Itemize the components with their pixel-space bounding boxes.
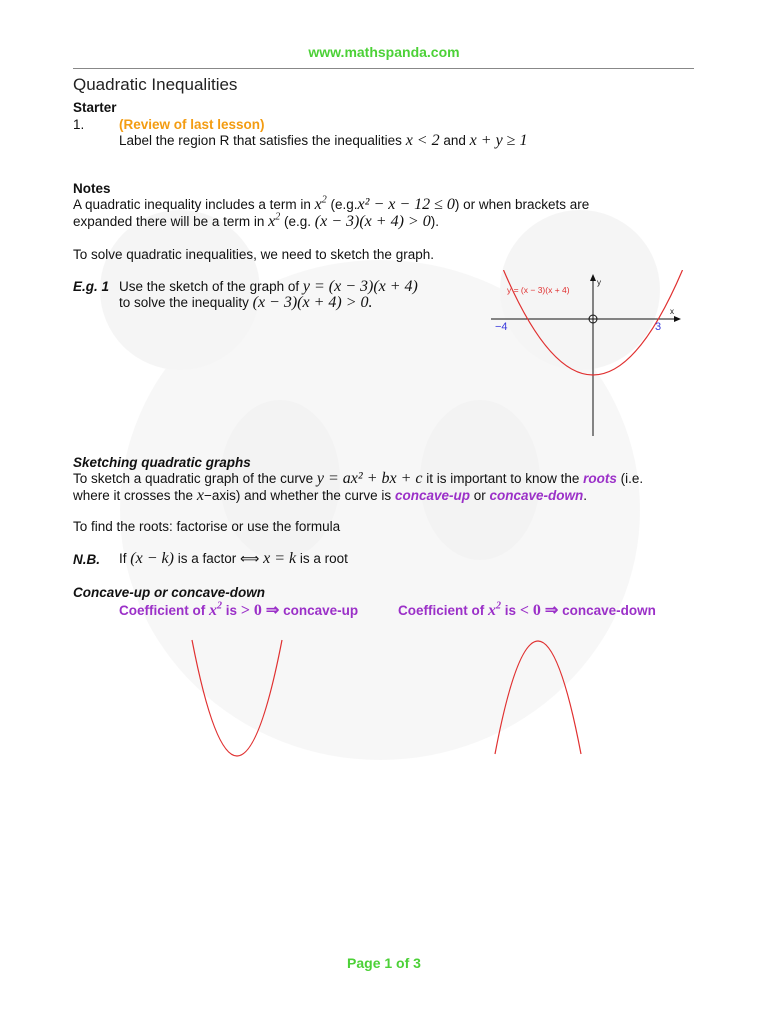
sketching-or: or: [473, 488, 486, 503]
sketching-l2-text: where it crosses the: [73, 488, 194, 503]
concave-down-rule: [398, 600, 656, 620]
x-squared: $x^2$: [268, 211, 281, 230]
concave-up-sketch: [186, 636, 288, 762]
roots-term: roots: [583, 471, 617, 486]
notes-l1-tail: ) or when brackets are: [454, 197, 590, 212]
down-result: concave-down: [562, 603, 656, 618]
sketching-l2-x: x: [196, 487, 204, 504]
sketching-l1-math: y = ax² + bx + c: [316, 470, 423, 487]
nb-if: If: [119, 551, 127, 566]
concave-down-curve: [495, 641, 581, 754]
down-is: is: [504, 603, 517, 618]
sketching-line-1: [73, 470, 643, 488]
nb-mid: is a factor ⟺: [177, 551, 260, 566]
notes-line-2: [73, 213, 439, 231]
site-url[interactable]: www.mathspanda.com: [308, 44, 460, 60]
starter-line: [119, 132, 527, 150]
starter-and: and: [443, 133, 466, 148]
concave-down-term: concave-down: [489, 488, 584, 503]
up-result: concave-up: [283, 603, 359, 618]
example-line-2: [119, 294, 373, 312]
example-l1-text: Use the sketch of the graph of: [119, 279, 300, 294]
concave-up-term: concave-up: [394, 488, 470, 503]
notes-heading: Notes: [73, 181, 111, 196]
down-coeff: Coefficient of: [398, 603, 485, 618]
example-l2-math: (x − 3)(x + 4) > 0.: [252, 294, 373, 311]
sketching-l1-mid: it is important to know the: [426, 471, 580, 486]
notes-l1-eg: (e.g.: [330, 197, 358, 212]
starter-number: 1.: [73, 117, 85, 132]
starter-heading: Starter: [73, 100, 117, 115]
x-squared: $x^2$: [488, 600, 502, 619]
example-l1-math: y = (x − 3)(x + 4): [302, 278, 418, 295]
example-l2-text: to solve the inequality: [119, 295, 249, 310]
concave-up-rule: [119, 600, 358, 620]
up-math: > 0 ⇒: [240, 602, 280, 619]
sketching-l1-text: To sketch a quadratic graph of the curve: [73, 471, 314, 486]
notes-line-3: To solve quadratic inequalities, we need to sketch the graph.: [73, 247, 434, 262]
example-graph: [486, 270, 686, 440]
x-squared: $x^2$: [314, 194, 327, 213]
concave-down-sketch: [489, 632, 587, 758]
nb-tail: is a root: [299, 551, 348, 566]
header-rule: [73, 68, 694, 69]
sketching-l1-tail: (i.e.: [620, 471, 644, 486]
notes-l2-tail: ).: [430, 214, 439, 229]
sketching-dot: .: [583, 488, 588, 503]
nb-line: [119, 550, 348, 568]
sketching-l2-mid: −axis) and whether the curve is: [203, 488, 392, 503]
starter-review: (Review of last lesson): [119, 117, 265, 132]
x-axis-arrow-icon: [674, 316, 681, 322]
starter-ineq1: x < 2: [405, 132, 440, 149]
up-is: is: [225, 603, 238, 618]
down-math: < 0 ⇒: [519, 602, 559, 619]
nb-factor: (x − k): [130, 550, 174, 567]
x-squared: $x^2$: [209, 600, 223, 619]
starter-text: Label the region R that satisfies the inequalities: [119, 133, 402, 148]
curve-label: y = (x − 3)(x + 4): [507, 285, 570, 295]
root-right-label: 3: [655, 321, 662, 333]
concave-up-curve: [192, 640, 282, 756]
concavity-heading: Concave-up or concave-down: [73, 585, 266, 600]
root-left-label: −4: [495, 321, 508, 333]
notes-l1-text: A quadratic inequality includes a term in: [73, 197, 311, 212]
sketching-line-2: [73, 487, 587, 505]
notes-l2-eg: (e.g.: [284, 214, 312, 229]
nb-label: N.B.: [73, 552, 100, 567]
page-number: Page 1 of 3: [347, 955, 421, 971]
x-axis-label: x: [670, 307, 674, 316]
notes-l2-text: expanded there will be a term in: [73, 214, 265, 229]
roots-line: To find the roots: factorise or use the formula: [73, 519, 341, 534]
up-coeff: Coefficient of: [119, 603, 206, 618]
starter-ineq2: x + y ≥ 1: [469, 132, 528, 149]
notes-l2-math: (x − 3)(x + 4) > 0: [314, 213, 431, 230]
sketching-heading: Sketching quadratic graphs: [73, 455, 251, 470]
example-label: E.g. 1: [73, 279, 110, 294]
y-axis-arrow-icon: [590, 274, 596, 281]
y-axis-label: y: [597, 278, 601, 287]
nb-root: x = k: [263, 550, 297, 567]
notes-l1-math: x² − x − 12 ≤ 0: [357, 196, 455, 213]
page-title: Quadratic Inequalities: [73, 75, 238, 94]
notes-line-1: [73, 196, 589, 214]
